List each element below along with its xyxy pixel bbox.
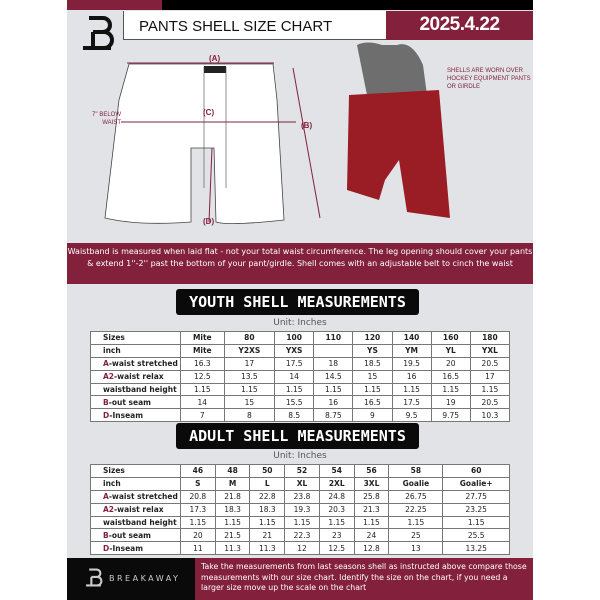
table-cell: 22.8: [250, 490, 285, 503]
table-cell: 110: [314, 332, 353, 345]
table-cell: 1.15: [224, 383, 275, 396]
table-cell: 20.8: [181, 490, 216, 503]
table-cell: 25.5: [443, 529, 510, 542]
label-a: (A): [209, 54, 221, 63]
table-cell: 23.8: [285, 490, 320, 503]
table-cell: 100: [275, 332, 314, 345]
table-cell: 9: [353, 409, 392, 422]
table-cell: 18: [314, 357, 353, 370]
table-cell: 7: [181, 409, 225, 422]
table-cell: 24: [354, 529, 389, 542]
row-label-text: waistband height: [103, 385, 177, 394]
table-cell: 19.5: [392, 357, 431, 370]
table-cell: 12: [285, 542, 320, 555]
table-cell: 1.15: [250, 516, 285, 529]
row-label: [91, 370, 181, 383]
table-cell: 1.15: [181, 383, 225, 396]
table-cell: YL: [431, 344, 470, 357]
row-label: [91, 465, 181, 478]
table-cell: Mite: [181, 344, 225, 357]
table-cell: 16.5: [353, 396, 392, 409]
table-cell: 18.5: [353, 357, 392, 370]
date-badge: 2025.4.22: [386, 11, 533, 40]
table-cell: 20.5: [470, 396, 509, 409]
table-row: [91, 516, 510, 529]
row-label: [91, 396, 181, 409]
table-cell: 58: [389, 465, 443, 478]
table-cell: XL: [285, 477, 320, 490]
row-label-text: -out seam: [108, 397, 151, 407]
table-cell: 26.75: [389, 490, 443, 503]
table-cell: 15: [353, 370, 392, 383]
table-cell: 9.5: [392, 409, 431, 422]
table-cell: 25: [389, 529, 443, 542]
table-row: [91, 396, 510, 409]
table-cell: 20: [431, 357, 470, 370]
table-cell: 16.5: [431, 370, 470, 383]
row-label: [91, 529, 181, 542]
table-row: [91, 529, 510, 542]
table-cell: 21.8: [215, 490, 250, 503]
table-cell: 15.5: [275, 396, 314, 409]
table-cell: 21.3: [354, 503, 389, 516]
table-cell: 56: [354, 465, 389, 478]
row-label: [91, 357, 181, 370]
table-cell: 13.25: [443, 542, 510, 555]
table-cell: 11.3: [250, 542, 285, 555]
table-row: [91, 465, 510, 478]
label-c: (C): [203, 108, 215, 117]
table-cell: 54: [319, 465, 354, 478]
table-cell: 12.5: [181, 370, 225, 383]
table-cell: 21.5: [215, 529, 250, 542]
table-cell: 1.15: [314, 383, 353, 396]
table-cell: 27.75: [443, 490, 510, 503]
row-label-text: inch: [103, 346, 121, 356]
row-label: [91, 409, 181, 422]
table-cell: [314, 344, 353, 357]
row-label-text: -waist stretched: [108, 359, 178, 369]
adult-section-title: ADULT SHELL MEASUREMENTS: [176, 423, 419, 449]
table-cell: 22.25: [389, 503, 443, 516]
table-cell: 12.8: [354, 542, 389, 555]
below-waist-note: 7'' BELOW WAIST: [92, 112, 121, 126]
measure-code: A: [103, 492, 109, 502]
table-row: [91, 357, 510, 370]
adult-size-table: [90, 464, 510, 555]
row-label: [91, 542, 181, 555]
table-cell: S: [181, 477, 216, 490]
top-black-bar: [162, 0, 533, 10]
table-cell: 1.15: [431, 383, 470, 396]
adult-unit-label: Unit: Inches: [273, 451, 327, 461]
table-row: [91, 344, 510, 357]
table-cell: 48: [215, 465, 250, 478]
table-cell: 8: [224, 409, 275, 422]
label-d: (D): [203, 217, 215, 226]
table-cell: M: [215, 477, 250, 490]
table-cell: 25.8: [354, 490, 389, 503]
table-cell: 20.3: [319, 503, 354, 516]
table-cell: 14: [181, 396, 225, 409]
table-cell: 13.5: [224, 370, 275, 383]
table-cell: 20: [181, 529, 216, 542]
footer-instructions: Take the measurements from last seasons shell as instructed above compare those measurements with our size chart. Identify the size on the chart, if you need a larger size move up the scale on the chart: [195, 558, 533, 600]
table-cell: 17: [224, 357, 275, 370]
table-cell: 17.5: [275, 357, 314, 370]
row-label: [91, 332, 181, 345]
table-cell: 160: [431, 332, 470, 345]
table-cell: 8.5: [275, 409, 314, 422]
table-cell: 9.75: [431, 409, 470, 422]
row-label-text: -Inseam: [109, 410, 144, 420]
table-row: [91, 409, 510, 422]
table-cell: 1.15: [285, 516, 320, 529]
table-cell: 21: [250, 529, 285, 542]
table-cell: 24.8: [319, 490, 354, 503]
table-cell: 1.15: [215, 516, 250, 529]
row-label-text: -out seam: [108, 530, 151, 540]
measure-code: B: [103, 397, 109, 407]
table-cell: 1.15: [275, 383, 314, 396]
table-cell: 10.3: [470, 409, 509, 422]
measure-code: D: [103, 543, 110, 553]
table-cell: 14: [275, 370, 314, 383]
table-cell: 11.3: [215, 542, 250, 555]
table-row: [91, 477, 510, 490]
table-cell: YXL: [470, 344, 509, 357]
table-cell: 1.15: [354, 516, 389, 529]
table-cell: 180: [470, 332, 509, 345]
footer-logo-icon: [85, 567, 103, 589]
table-cell: Goalie+: [443, 477, 510, 490]
belt-buckle-icon: [204, 66, 226, 73]
measure-code: D: [103, 410, 110, 420]
table-cell: YM: [392, 344, 431, 357]
table-cell: 13: [389, 542, 443, 555]
table-cell: 80: [224, 332, 275, 345]
row-label: [91, 383, 181, 396]
table-cell: 16: [392, 370, 431, 383]
table-cell: 46: [181, 465, 216, 478]
top-accent-bar: [67, 0, 162, 10]
size-chart-page: [67, 0, 533, 600]
youth-section-title: YOUTH SHELL MEASUREMENTS: [176, 289, 419, 315]
row-label-text: -waist relax: [114, 505, 164, 515]
row-label-text: -waist stretched: [108, 492, 178, 502]
table-cell: 12.5: [319, 542, 354, 555]
table-cell: 19: [431, 396, 470, 409]
table-cell: 18.3: [215, 503, 250, 516]
table-cell: 1.15: [319, 516, 354, 529]
table-cell: 23.25: [443, 503, 510, 516]
measure-code: A2: [103, 372, 115, 382]
table-cell: 19.3: [285, 503, 320, 516]
table-cell: 1.15: [470, 383, 509, 396]
table-cell: 60: [443, 465, 510, 478]
table-cell: 52: [285, 465, 320, 478]
table-row: [91, 490, 510, 503]
table-cell: 1.15: [181, 516, 216, 529]
table-cell: Goalie: [389, 477, 443, 490]
table-cell: 17.5: [392, 396, 431, 409]
table-cell: 16.3: [181, 357, 225, 370]
table-row: [91, 542, 510, 555]
row-label: [91, 490, 181, 503]
measure-code: A: [103, 359, 109, 369]
table-cell: Mite: [181, 332, 225, 345]
row-label: [91, 344, 181, 357]
row-label-text: inch: [103, 479, 121, 489]
youth-size-table: [90, 331, 510, 422]
page-title: PANTS SHELL SIZE CHART: [123, 11, 387, 40]
table-cell: 22.3: [285, 529, 320, 542]
table-cell: 15: [224, 396, 275, 409]
table-cell: 50: [250, 465, 285, 478]
row-label-text: -waist relax: [114, 372, 164, 382]
table-cell: 120: [353, 332, 392, 345]
table-cell: 1.15: [443, 516, 510, 529]
row-label-text: Sizes: [103, 466, 125, 476]
table-cell: 2XL: [319, 477, 354, 490]
table-cell: 1.15: [353, 383, 392, 396]
worn-over-note: SHELLS ARE WORN OVER HOCKEY EQUIPMENT PANTS OR GIRDLE: [447, 68, 531, 90]
table-cell: Y2XS: [224, 344, 275, 357]
table-cell: 14.5: [314, 370, 353, 383]
row-label: [91, 503, 181, 516]
table-row: [91, 383, 510, 396]
table-cell: YXS: [275, 344, 314, 357]
table-row: [91, 503, 510, 516]
table-cell: 20.5: [470, 357, 509, 370]
row-label: [91, 477, 181, 490]
table-cell: 23: [319, 529, 354, 542]
table-cell: 11: [181, 542, 216, 555]
shell-pants-photo: [347, 90, 450, 218]
footer-brand-name: BREAKAWAY: [109, 574, 181, 583]
table-cell: 16: [314, 396, 353, 409]
row-label-text: Sizes: [103, 333, 125, 343]
row-label-text: -Inseam: [109, 543, 144, 553]
table-cell: 3XL: [354, 477, 389, 490]
table-cell: 18.3: [250, 503, 285, 516]
table-cell: L: [250, 477, 285, 490]
table-cell: 140: [392, 332, 431, 345]
measure-code: A2: [103, 505, 115, 515]
measure-code: B: [103, 530, 109, 540]
table-cell: 17.3: [181, 503, 216, 516]
table-cell: 8.75: [314, 409, 353, 422]
table-row: [91, 332, 510, 345]
label-b: (B): [301, 121, 313, 130]
row-label-text: waistband height: [103, 518, 177, 527]
table-cell: YS: [353, 344, 392, 357]
table-cell: 1.15: [389, 516, 443, 529]
table-row: [91, 370, 510, 383]
instructions-band: Waistband is measured when laid flat - not your total waist circumference. The leg opening should cover your pants & extend 1''-2'' past the bottom of your pant/girdle. Shell comes with an adjustable belt to cinch the waist: [67, 243, 533, 284]
youth-unit-label: Unit: Inches: [273, 318, 327, 328]
table-cell: 17: [470, 370, 509, 383]
row-label: [91, 516, 181, 529]
table-cell: 1.15: [392, 383, 431, 396]
